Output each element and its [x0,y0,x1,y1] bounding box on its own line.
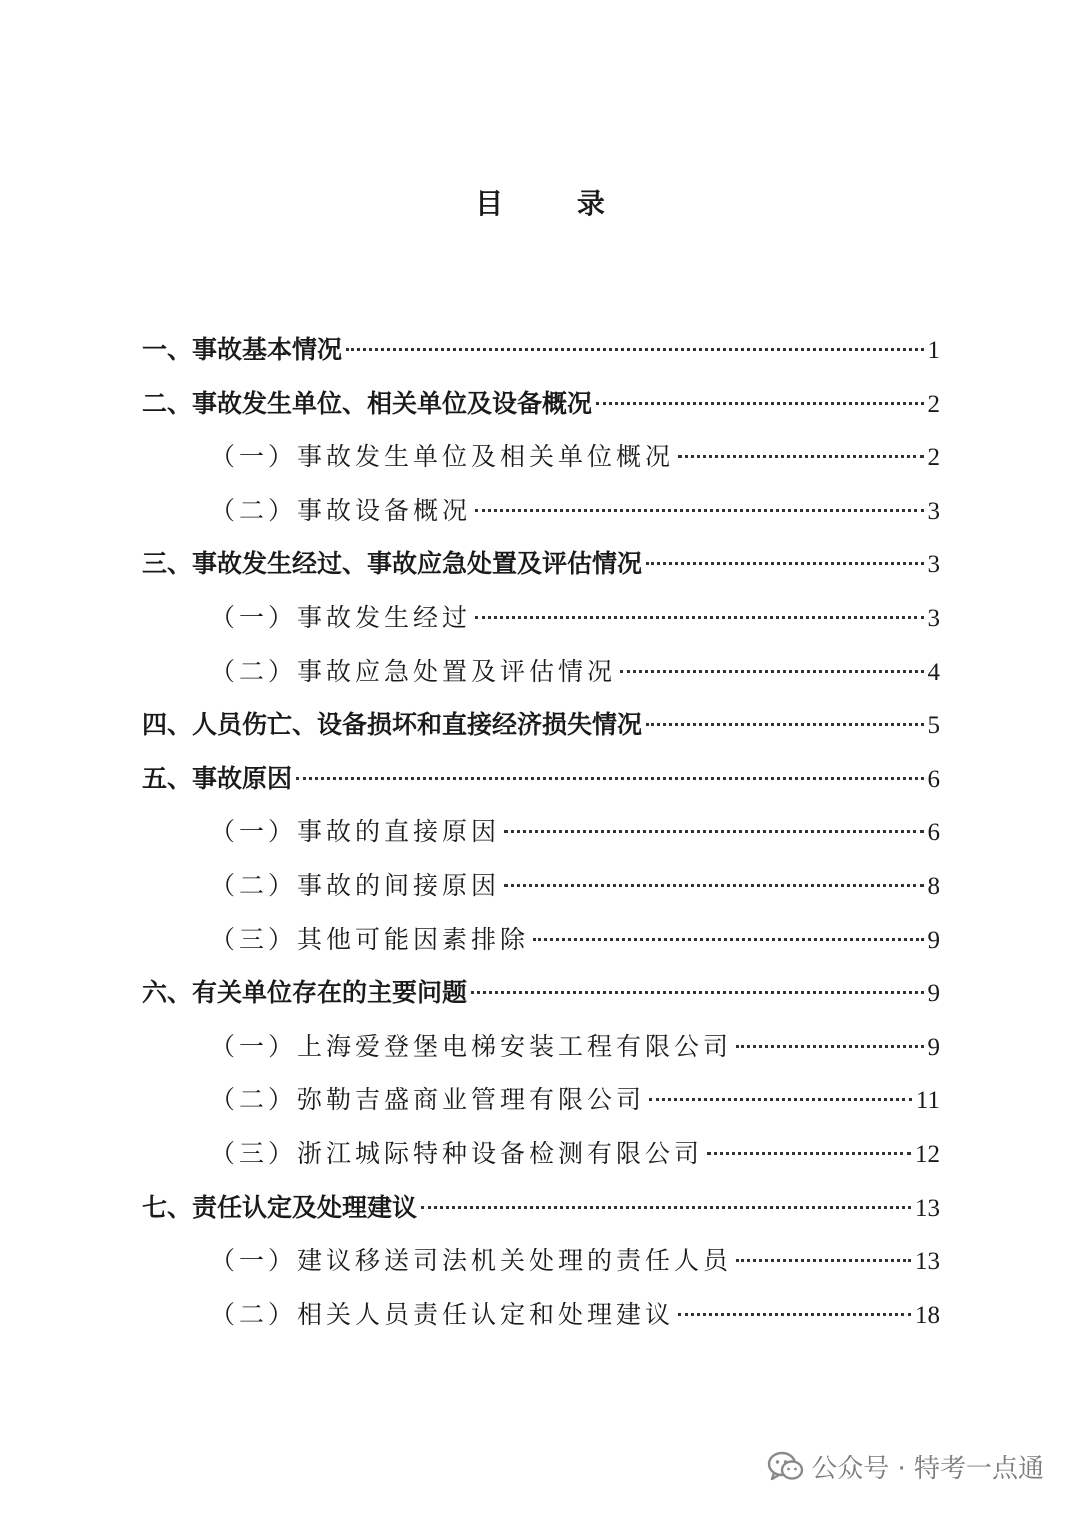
toc-section-entry[interactable] [142,323,940,377]
toc-subsection-entry[interactable] [142,1073,940,1127]
toc-entry-label: 一、事故基本情况 [142,335,343,364]
toc-leader-dots [707,1152,911,1155]
toc-entry-label: （三）其他可能因素排除 [210,924,530,954]
toc-subsection-entry[interactable] [142,1020,940,1074]
toc-leader-dots [475,509,923,512]
toc-page-number: 9 [927,1033,940,1061]
toc-entry-label: 四、人员伤亡、设备损坏和直接经济损失情况 [142,710,643,740]
table-of-contents [142,323,940,1341]
toc-leader-dots [678,455,923,458]
toc-leader-dots [646,562,923,565]
toc-entry-label: （一）事故发生单位及相关单位概况 [210,442,675,472]
toc-entry-label: 六、有关单位存在的主要问题 [142,978,468,1008]
toc-subsection-entry[interactable] [142,1234,940,1288]
toc-page-number: 3 [927,604,940,632]
toc-page-number: 5 [927,712,940,740]
toc-leader-dots [296,777,923,780]
toc-subsection-entry[interactable] [142,591,940,645]
toc-leader-dots [504,884,923,887]
toc-entry-label: 三、事故发生经过、事故应急处置及评估情况 [142,549,643,579]
toc-entry-label: （三）浙江城际特种设备检测有限公司 [210,1138,704,1168]
toc-entry-label: （二）相关人员责任认定和处理建议 [210,1299,675,1329]
toc-subsection-entry[interactable] [142,1127,940,1181]
toc-entry-label: （一）建议移送司法机关处理的责任人员 [210,1246,733,1276]
toc-section-entry[interactable] [142,698,940,752]
toc-section-entry[interactable] [142,1181,940,1235]
toc-page-number: 3 [927,551,940,579]
toc-page-number: 6 [927,819,940,847]
page-title: 目 录 [475,187,637,220]
toc-page-number: 9 [927,980,940,1008]
toc-entry-label: 二、事故发生单位、相关单位及设备概况 [142,388,593,418]
toc-entry-label: （二）弥勒吉盛商业管理有限公司 [210,1085,646,1115]
toc-leader-dots [504,830,923,833]
toc-leader-dots [596,402,923,405]
toc-page-number: 13 [915,1194,940,1222]
toc-subsection-entry[interactable] [142,430,940,484]
toc-page-number: 18 [915,1301,940,1329]
toc-section-entry[interactable] [142,752,940,806]
toc-leader-dots [646,723,923,726]
toc-subsection-entry[interactable] [142,1288,940,1342]
toc-page-number: 8 [927,872,940,900]
toc-page-number: 4 [927,658,940,686]
toc-entry-label: （一）事故的直接原因 [210,817,501,847]
watermark [767,1448,1044,1485]
toc-entry-label: （二）事故应急处置及评估情况 [210,656,617,686]
toc-subsection-entry[interactable] [142,805,940,859]
toc-leader-dots [678,1313,911,1316]
toc-section-entry[interactable] [142,377,940,431]
toc-page-number: 13 [915,1248,940,1276]
toc-entry-label: （二）事故的间接原因 [210,870,501,900]
toc-leader-dots [346,348,923,351]
toc-section-entry[interactable] [142,537,940,591]
toc-leader-dots [736,1045,923,1048]
toc-leader-dots [533,938,923,941]
toc-page-number: 12 [915,1140,940,1168]
toc-leader-dots [649,1098,912,1101]
watermark-text: 公众号 · 特考一点通 [811,1454,1044,1484]
toc-entry-label: （一）上海爱登堡电梯安装工程有限公司 [210,1031,733,1061]
toc-page-number: 1 [927,337,940,364]
toc-entry-label: （二）事故设备概况 [210,495,472,525]
toc-leader-dots [471,991,923,994]
toc-leader-dots [475,616,923,619]
toc-entry-label: （一）事故发生经过 [210,602,472,632]
toc-page-number: 3 [927,497,940,525]
toc-subsection-entry[interactable] [142,859,940,913]
wechat-icon [767,1451,805,1483]
toc-page-number: 9 [927,926,940,954]
toc-subsection-entry[interactable] [142,484,940,538]
toc-subsection-entry[interactable] [142,645,940,699]
toc-section-entry[interactable] [142,966,940,1020]
toc-leader-dots [736,1259,911,1262]
toc-entry-label: 七、责任认定及处理建议 [142,1192,418,1222]
toc-page-number: 2 [927,390,940,418]
toc-page-number: 11 [915,1087,940,1115]
toc-page-number: 2 [927,444,940,472]
toc-leader-dots [421,1206,911,1209]
toc-leader-dots [620,670,923,673]
toc-subsection-entry[interactable] [142,913,940,967]
toc-entry-label: 五、事故原因 [142,763,293,793]
toc-page-number: 6 [927,765,940,793]
